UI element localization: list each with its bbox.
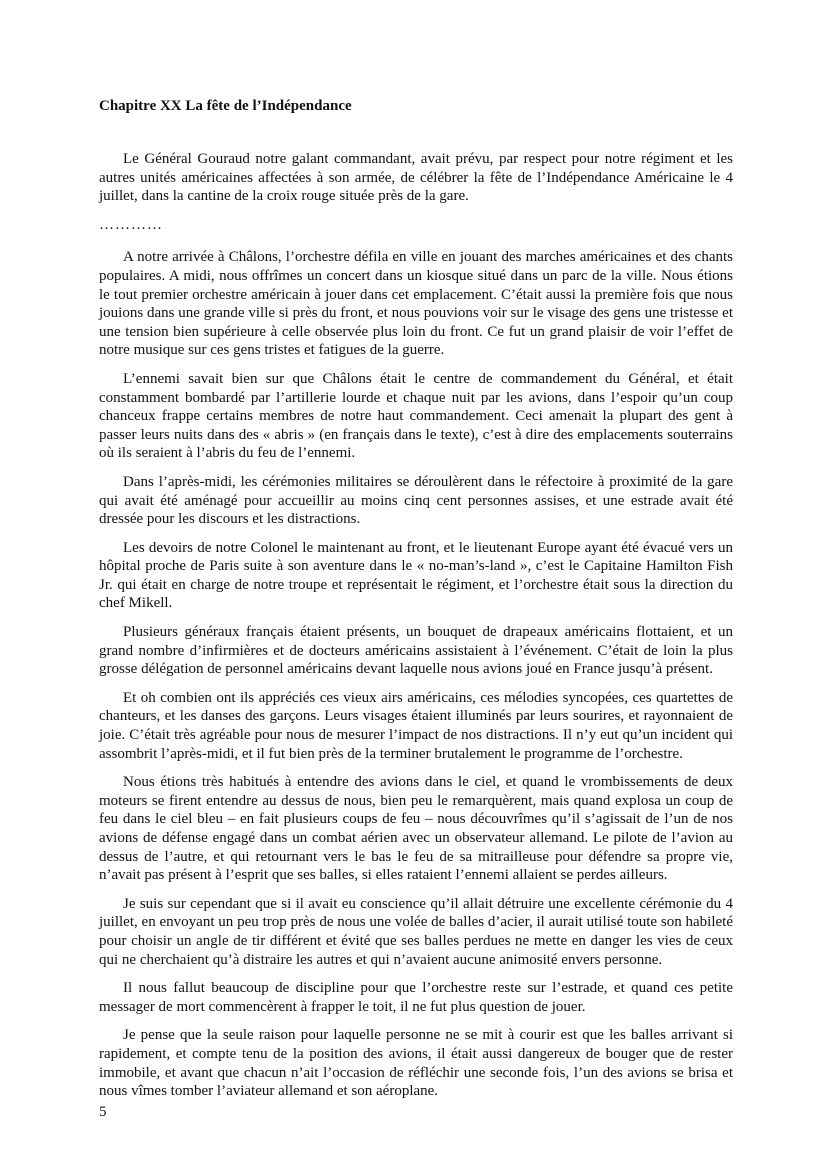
chapter-title: Chapitre XX La fête de l’Indépendance [99,98,352,114]
paragraph: Et oh combien ont ils appréciés ces vieux airs américains, ces mélodies syncopées, ces quartettes de chanteurs, et les danses des garçons. Leurs visages étaient illuminés par leurs sourires, et rayonnaient de joie. C’était très agréable pour nous de mesurer l’impact de nos distractions. Il n’y eut qu’un incident qui assombrit l’après-midi, et il fut bien près de la terminer brutalement le programme de l’orchestre. [99,689,733,762]
paragraph: Les devoirs de notre Colonel le maintenant au front, et le lieutenant Europe ayant été évacué vers un hôpital proche de Paris suite à son aventure dans le « no-man’s-land », c’est le Capitaine Hamilton Fish Jr. qui était en charge de notre troupe et représentait le régiment, et l’orchestre était sous la direction du chef Mikell. [99,539,733,612]
paragraph: Dans l’après-midi, les cérémonies militaires se déroulèrent dans le réfectoire à proximité de la gare qui avait été aménagé pour accueillir au moins cinq cent personnes assises, et une estrade avait été dressée pour les discours et les distractions. [99,473,733,528]
paragraph: Plusieurs généraux français étaient présents, un bouquet de drapeaux américains flottaient, et un grand nombre d’infirmières et de docteurs américains assistaient à l’événement. C’était de loin la plus grosse délégation de personnel américains devant laquelle nous avions joué en France jusqu’à présent. [99,624,733,678]
paragraph: L’ennemi savait bien sur que Châlons était le centre de commandement du Général, et était constamment bombardé par l’artillerie lourde et chaque nuit par les avions, dans l’espoir qu’un coup chanceux frappe certains membres de notre haut commandement. Ceci amenait la plupart des gent à passer leurs nuits dans des « abris » (en français dans le texte), c’est à dire des emplacements souterrains où ils seraient à l’abris du feu de l’ennemi. [99,370,733,462]
page-number: 5 [99,1104,107,1120]
paragraph: Nous étions très habitués à entendre des avions dans le ciel, et quand le vrombissements de deux moteurs se firent entendre au dessus de nous, bien peu le remarquèrent, mais quand explosa un coup de feu dans le ciel bleu – en fait plusieurs coups de feu – nous découvrîmes qu’il s’agissait de l’un de nos avions de défense engagé dans un combat aérien avec un observateur allemand. Le pilote de l’avion au dessus de l’autre, et qui retournant vers le bas le feu de sa mitrailleuse pour défendre sa propre vie, n’avait pas présent à l’esprit que ses balles, si elles rataient l’ennemi allaient se perdes ailleurs. [99,774,733,884]
paragraph: Le Général Gouraud notre galant commandant, avait prévu, par respect pour notre régiment et les autres unités américaines affectées à son armée, de célébrer la fête de l’Indépendance Américaine le 4 juillet, dans la cantine de la croix rouge située près de la gare. [99,151,733,205]
paragraph: Je suis sur cependant que si il avait eu conscience qu’il allait détruire une excellente cérémonie du 4 juillet, en envoyant un peu trop près de nous une volée de balles d’acier, il aurait utilisé toute son habileté pour choisir un angle de tir différent et évité que ses balles perdues ne mette en danger les vies de ceux qui ne cherchaient qu’à distraire les autres et qui n’avaient aucune animosité envers personne. [99,895,733,968]
paragraph: A notre arrivée à Châlons, l’orchestre défila en ville en jouant des marches américaines et des chants populaires. A midi, nous offrîmes un concert dans un kiosque situé dans un parc de la ville. Nous étions le tout premier orchestre américain à jouer dans cet emplacement. C’était aussi la première fois que nous jouions dans une grande ville si près du front, et nous pouvions voir sur le visage des gens une tristesse et une tension bien supérieure à celle observée plus loin du front. Ce fut un grand plaisir de voir l’effet de notre musique sur ces gens tristes et fatigues de la guerre. [99,249,733,359]
ellipsis-separator: ………… [99,216,163,233]
paragraph: Je pense que la seule raison pour laquelle personne ne se mit à courir est que les balles arrivant si rapidement, et compte tenu de la position des avions, il était aussi dangereux de bouger que de rester immobile, et avant que chacun n’ait l’occasion de réfléchir une seconde fois, l’un des avions se brisa et nous vîmes tomber l’aviateur allemand et son aéroplane. [99,1027,733,1100]
paragraph: Il nous fallut beaucoup de discipline pour que l’orchestre reste sur l’estrade, et quand ces petite messager de mort commencèrent à frapper le toit, il ne fut plus question de jouer. [99,980,733,1015]
document-body [99,150,733,1111]
